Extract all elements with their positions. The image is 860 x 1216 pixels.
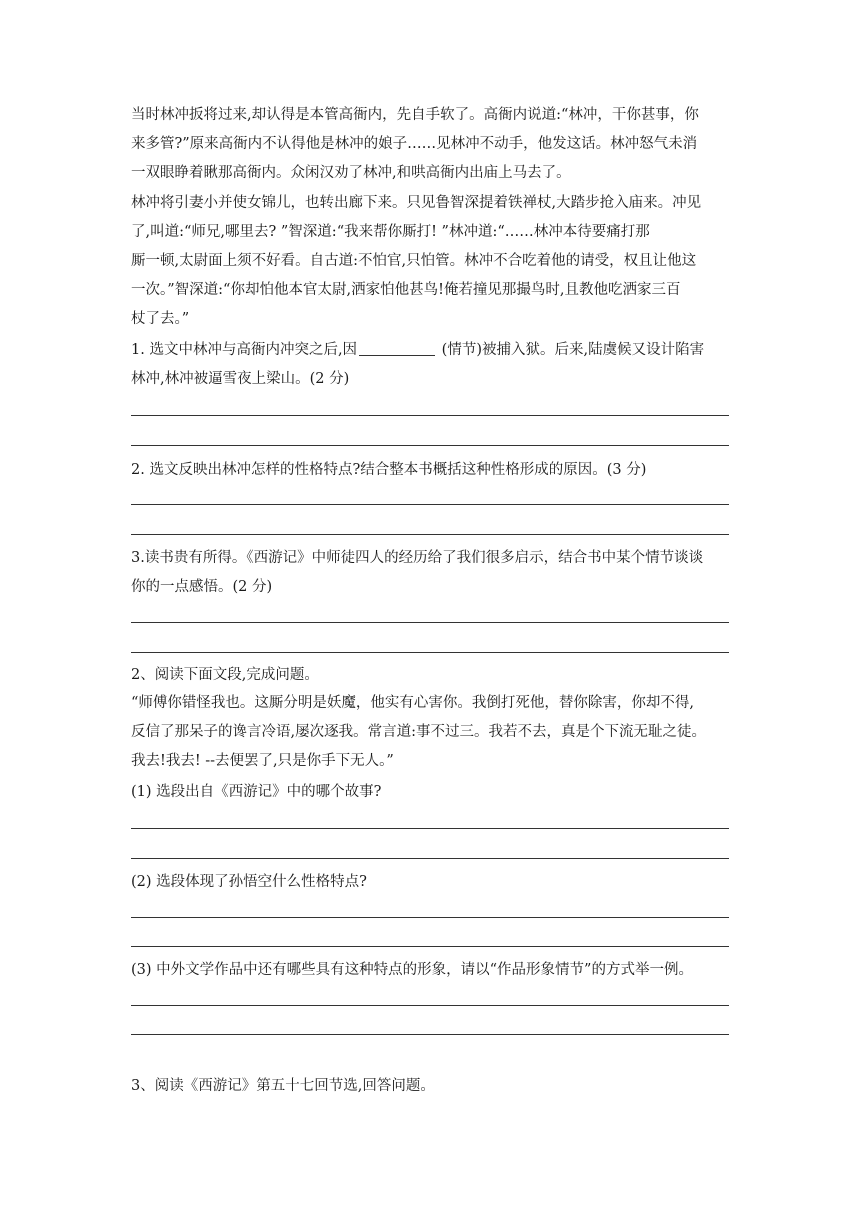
passage-line: 林冲将引妻小并使女锦儿，也转出廊下来。只见鲁智深提着铁禅杖,大踏步抢入庙来。冲见	[131, 195, 702, 211]
question-3-line-1: 3.读书贵有所得。《西游记》中师徒四人的经历给了我们很多启示，结合书中某个情节谈谈	[131, 550, 704, 566]
question-1-line-1	[131, 340, 731, 360]
sub-question-2: (2) 选段体现了孙悟空什么性格特点?	[131, 874, 367, 890]
section-2-heading: 2、阅读下面文段,完成问题。	[131, 667, 319, 683]
passage-line: 了,叫道:“师兄,哪里去? ”智深道:“我来帮你厮打! ”林冲道:“……林冲本待要痛打那	[131, 224, 650, 240]
question-2: 2. 选文反映出林冲怎样的性格特点?结合整本书概括这种性格形成的原因。(3 分)	[131, 462, 647, 478]
question-1-text-after: (情节)被捕入狱。后来,陆虞候又设计陷害	[437, 342, 705, 358]
answer-line[interactable]	[131, 858, 729, 859]
answer-line[interactable]	[131, 1034, 729, 1035]
answer-line[interactable]	[131, 1005, 729, 1006]
sub-question-1: (1) 选段出自《西游记》中的哪个故事?	[131, 784, 382, 800]
answer-line[interactable]	[131, 828, 729, 829]
question-3-line-2: 你的一点感悟。(2 分)	[131, 579, 273, 595]
quote-line: “师傅你错怪我也。这厮分明是妖魔，他实有心害你。我倒打死他，替你除害，你却不得,	[131, 695, 695, 711]
answer-line[interactable]	[131, 534, 729, 535]
sub-question-3: (3) 中外文学作品中还有哪些具有这种特点的形象，请以“作品形象情节”的方式举一例。	[131, 962, 693, 978]
passage-line: 一双眼睁着瞅那高衙内。众闲汉劝了林冲,和哄高衙内出庙上马去了。	[131, 165, 571, 181]
quote-line: 反信了那呆子的谗言冷语,屡次逐我。常言道:事不过三。我若不去，真是个下流无耻之徒。	[131, 724, 706, 740]
passage-line: 当时林冲扳将过来,却认得是本管高衙内，先自手软了。高衙内说道:“林冲，干你甚事，你	[131, 107, 699, 123]
answer-line[interactable]	[131, 504, 729, 505]
passage-line: 厮一顿,太尉面上须不好看。自古道:不怕官,只怕管。林冲不合吃着他的请受，权且让他这	[131, 253, 697, 269]
passage-line: 来多管?”原来高衙内不认得他是林冲的娘子……见林冲不动手，他发这话。林冲怒气未消	[131, 136, 698, 152]
question-1-line-2: 林冲,林冲被逼雪夜上梁山。(2 分)	[131, 371, 350, 387]
question-1-text-before: 1. 选文中林冲与高衙内冲突之后,因	[131, 342, 358, 358]
answer-line[interactable]	[131, 445, 729, 446]
fill-in-blank[interactable]	[359, 341, 435, 356]
answer-line[interactable]	[131, 917, 729, 918]
answer-line[interactable]	[131, 652, 729, 653]
answer-line[interactable]	[131, 622, 729, 623]
answer-line[interactable]	[131, 415, 729, 416]
section-3-heading: 3、阅读《西游记》第五十七回节选,回答问题。	[131, 1078, 435, 1094]
quote-line: 我去!我去! --去便罢了,只是你手下无人。”	[131, 753, 394, 769]
answer-line[interactable]	[131, 946, 729, 947]
passage-line: 杖了去。”	[131, 311, 190, 327]
passage-line: 一次。”智深道:“你却怕他本官太尉,洒家怕他甚鸟!俺若撞见那撮鸟时,且教他吃洒家三百	[131, 282, 681, 298]
